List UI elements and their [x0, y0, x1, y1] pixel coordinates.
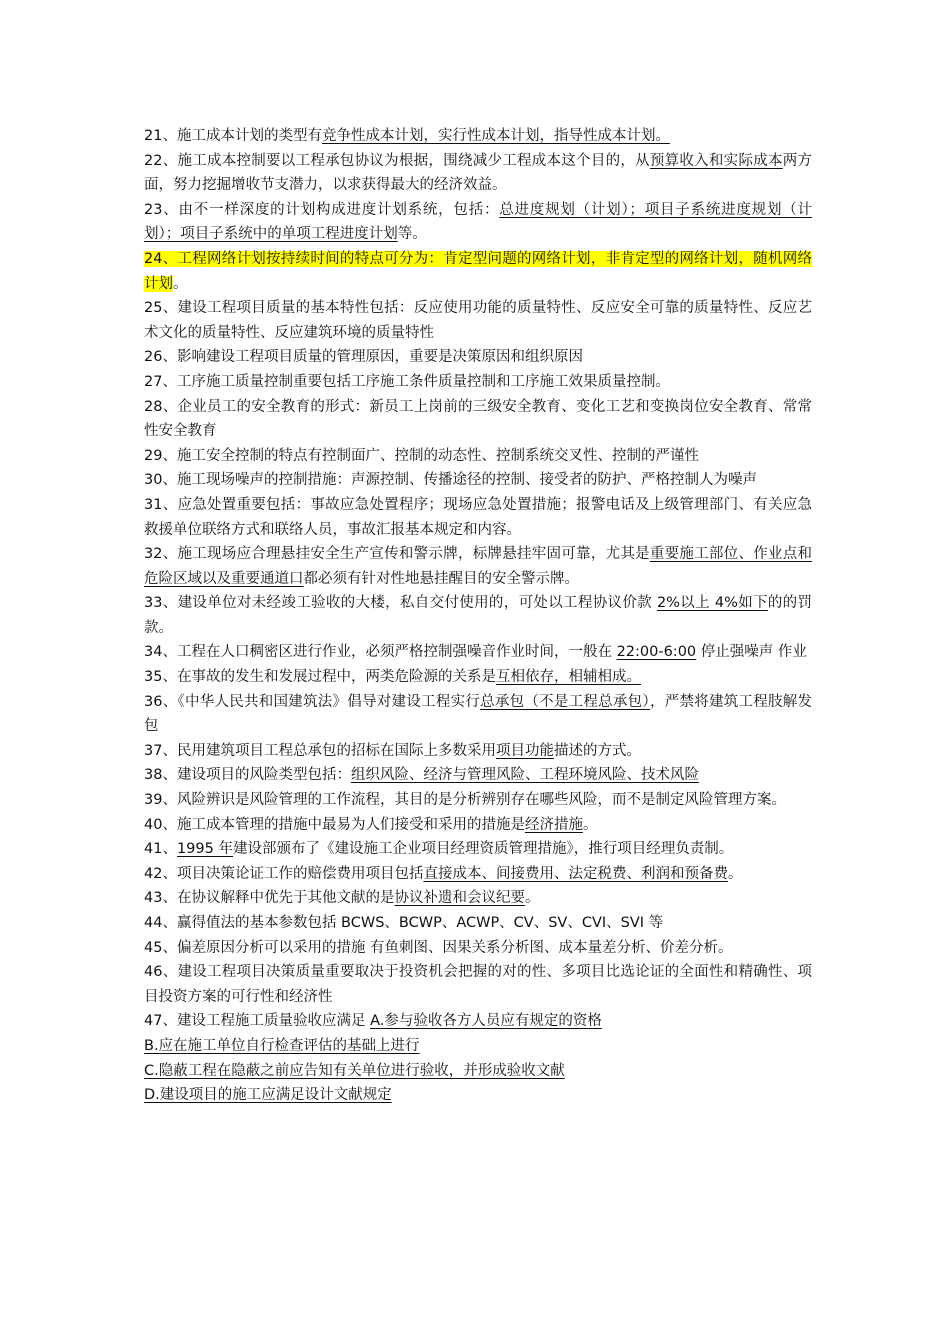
underlined-text: 组织风险、经济与管理风险、工程环境风险、技术风险 — [350, 767, 699, 784]
underlined-text: 协议补遗和会议纪要 — [394, 890, 525, 907]
text-segment: 44、赢得值法的基本参数包括 BCWS、BCWP、ACWP、CV、SV、CVI、SVI 等 — [144, 915, 664, 931]
paragraph-item — [144, 542, 812, 591]
text-segment: 37、民用建筑项目工程总承包的招标在国际上多数采用 — [144, 742, 496, 759]
text-segment: 。 — [524, 890, 540, 907]
text-segment: 28、企业员工的安全教育的形式：新员工上岗前的三级安全教育、变化工艺和变换岗位安全教育、常常性安全教育 — [144, 398, 812, 440]
text-segment: 38、建设项目的风险类型包括： — [144, 767, 351, 784]
paragraph-item — [144, 665, 812, 690]
underlined-text: 总进度规划（计划）；项目子系统进度规划（计划）；项目子系统中的单项工程进度计划 — [144, 201, 813, 243]
paragraph-item — [144, 813, 812, 838]
text-segment: 。 — [582, 816, 598, 833]
underlined-text: 1995 年 — [176, 841, 233, 858]
paragraph-item — [144, 149, 812, 198]
text-segment: 的的罚款。 — [144, 595, 813, 636]
highlighted-text: 24、工程网络计划按持续时间的特点可分为：肯定型问题的网络计划，非肯定型的网络计划，随机网络计划 — [144, 250, 812, 292]
underlined-text: 直接成本、间接费用、法定税费、利润和预备费 — [423, 865, 728, 882]
underlined-text: 互相依存，相辅相成。 — [495, 669, 641, 686]
text-segment: 23、由不一样深度的计划构成进度计划系统，包括： — [144, 201, 500, 218]
text-segment: 40、施工成本管理的措施中最易为人们接受和采用的措施是 — [144, 816, 525, 833]
underlined-text: 总承包（不是工程总承包） — [480, 693, 650, 710]
text-segment: 41、 — [144, 841, 177, 858]
paragraph-item — [144, 124, 812, 149]
text-segment: 33、建设单位对未经竣工验收的大楼，私自交付使用的，可处以工程协议价款 — [144, 595, 657, 612]
text-segment: 30、施工现场噪声的控制措施：声源控制、传播途径的控制、接受者的防护、严格控制人为噪声 — [144, 472, 757, 489]
text-segment: 43、在协议解释中优先于其他文献的是 — [144, 890, 395, 907]
paragraph-item — [144, 370, 812, 395]
underlined-text: D.建设项目的施工应满足设计文献规定 — [144, 1087, 392, 1104]
text-segment: 35、在事故的发生和发展过程中，两类危险源的关系是 — [144, 669, 496, 686]
text-segment: 46、建设工程项目决策质量重要取决于投资机会把握的对的性、多项目比选论证的全面性和精确性、项目投资方案的可行性和经济性 — [144, 964, 812, 1005]
underlined-text: 项目功能 — [495, 742, 554, 759]
paragraph-item — [144, 395, 812, 444]
text-segment: 等。 — [397, 226, 427, 243]
text-segment: 21、施工成本计划的类型有 — [144, 128, 322, 144]
underlined-text: 预算收入和实际成本 — [649, 152, 783, 169]
text-segment: 36、《中华人民共和国建筑法》倡导对建设工程实行 — [144, 693, 481, 710]
paragraph-item — [144, 493, 812, 542]
paragraph-item — [144, 960, 812, 1009]
paragraph-item — [144, 198, 812, 247]
text-segment: 建设部颁布了《建设施工企业项目经理资质管理措施》，推行项目经理负责制。 — [232, 841, 734, 858]
text-segment: 32、施工现场应合理悬挂安全生产宣传和警示牌，标牌悬挂牢固可靠，尤其是 — [144, 546, 650, 563]
paragraph-item — [144, 911, 812, 936]
underlined-text: 重要施工部位、作业点和危险区域以及重要通道口 — [144, 546, 812, 587]
document-body — [144, 124, 812, 1108]
paragraph-item — [144, 788, 812, 813]
paragraph-item — [144, 739, 812, 764]
paragraph-item — [144, 444, 812, 469]
paragraph-item — [144, 862, 812, 887]
text-segment: 22、施工成本控制要以工程承包协议为根据，围绕减少工程成本这个目的，从 — [144, 152, 650, 169]
text-segment: 停止强噪声 作业 — [696, 644, 807, 661]
text-segment: 45、偏差原因分析可以采用的措施 有鱼刺图、因果关系分析图、成本量差分析、价差分析。 — [144, 939, 733, 956]
text-segment: 25、建设工程项目质量的基本特性包括：反应使用功能的质量特性、反应安全可靠的质量特性、反应艺术文化的质量特性、反应建筑环境的质量特性 — [144, 300, 812, 341]
text-segment: 39、风险辨识是风险管理的工作流程，其目的是分析辨别存在哪些风险，而不是制定风险管理方案。 — [144, 792, 786, 809]
text-segment: 。 — [727, 865, 743, 882]
text-segment: 描述的方式。 — [553, 742, 641, 759]
text-segment: 29、施工安全控制的特点有控制面广、控制的动态性、控制系统交叉性、控制的严谨性 — [144, 447, 699, 464]
underlined-text: 22:00-6:00 — [616, 644, 697, 661]
text-segment: 34、工程在人口稠密区进行作业，必须严格控制强噪音作业时间，一般在 — [144, 644, 617, 661]
underlined-text: A.参与验收各方人员应有规定的资格 — [370, 1013, 602, 1030]
paragraph-item — [144, 591, 812, 640]
underlined-text: 经济措施 — [524, 816, 583, 833]
text-segment: 42、项目决策论证工作的赔偿费用项目包括 — [144, 865, 424, 882]
paragraph-item — [144, 640, 812, 665]
paragraph-item — [144, 247, 812, 296]
paragraph-item — [144, 468, 812, 493]
underlined-text: 竞争性成本计划，实行性成本计划，指导性成本计划。 — [321, 128, 670, 144]
text-segment: 26、影响建设工程项目质量的管理原因，重要是决策原因和组织原因 — [144, 349, 583, 366]
paragraph-item — [144, 1083, 812, 1108]
paragraph-item — [144, 345, 812, 370]
paragraph-item — [144, 1059, 812, 1084]
text-segment: 31、应急处置重要包括：事故应急处置程序；现场应急处置措施；报警电话及上级管理部门、有关应急救援单位联络方式和联络人员，事故汇报基本规定和内容。 — [144, 496, 812, 538]
paragraph-item — [144, 886, 812, 911]
paragraph-item — [144, 936, 812, 961]
paragraph-item — [144, 1034, 812, 1059]
text-segment: ，严禁将建筑工程肢解发包 — [144, 693, 813, 735]
text-segment: 27、工序施工质量控制重要包括工序施工条件质量控制和工序施工效果质量控制。 — [144, 373, 670, 390]
text-segment: 都必须有针对性地悬挂醒目的安全警示牌。 — [303, 570, 579, 587]
underlined-text: B.应在施工单位自行检查评估的基础上进行 — [144, 1037, 420, 1054]
paragraph-item — [144, 763, 812, 788]
text-segment: 。 — [173, 275, 188, 292]
text-segment: 47、建设工程施工质量验收应满足 — [144, 1013, 371, 1030]
paragraph-item — [144, 837, 812, 862]
paragraph-item — [144, 690, 812, 739]
underlined-text: 2%以上 4%如下 — [656, 595, 768, 612]
paragraph-item — [144, 296, 812, 345]
underlined-text: C.隐蔽工程在隐蔽之前应告知有关单位进行验收，并形成验收文献 — [144, 1062, 565, 1079]
text-segment: 两方面，努力挖掘增收节支潜力，以求获得最大的经济效益。 — [144, 152, 813, 194]
paragraph-item — [144, 1009, 812, 1034]
